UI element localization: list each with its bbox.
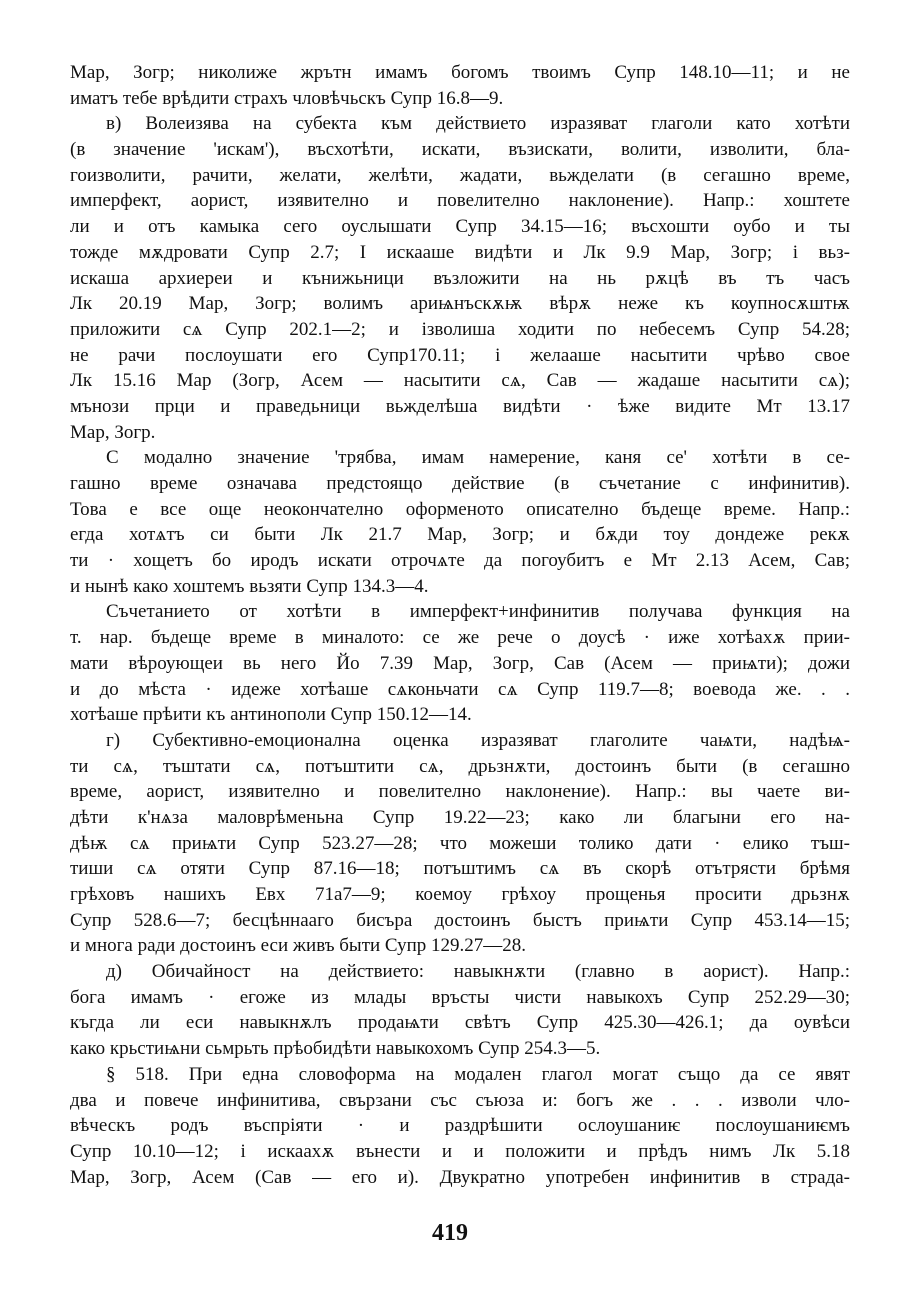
text-line: иматъ тебе врѣдити страхъ чловѣчьскъ Супр 16.8—9.	[70, 87, 504, 109]
text-line: Това е все още неокончателно оформеното описателно бъдеще време. Напр.:	[70, 498, 850, 520]
text-line: Съчетанието от хотѣти в имперфект+инфинитив получава функция на	[106, 601, 850, 623]
text-line: мънози прци и праведьници вьжделѣша видѣти · ѣже видите Мт 13.17	[70, 395, 850, 417]
text-line: искаша архиереи и кънижьници възложити на нь рѫцѣ въ тъ часъ	[70, 267, 850, 289]
text-line: хотѣаше прѣити къ антинополи Супр 150.12—14.	[70, 704, 472, 726]
text-line: Мар, Зогр.	[70, 421, 156, 443]
text-line: Мар, Зогр, Асем (Сав — его и). Двукратно употребен инфинитив в страда-	[70, 1166, 850, 1188]
text-line: т. нар. бъдеще време в миналото: се же рече о доусѣ · иже хотѣахѫ прии-	[70, 627, 850, 649]
text-line: Лк 15.16 Мар (Зогр, Асем — насытити сѧ, Сав — жадаше насытити сѧ);	[70, 370, 850, 392]
page-number: 419	[432, 1220, 468, 1246]
text-line: дѣти к'нѧза маловрѣменьна Супр 19.22—23; како ли благыни его на-	[70, 806, 850, 828]
text-line: Лк 20.19 Мар, Зогр; волимъ ариѩнъскѫѭ вѣрѫ неже къ коупносѫштѭ	[70, 293, 850, 315]
text-line: (в значение 'искам'), въсхотѣти, искати, възискати, волити, изволити, бла-	[70, 139, 850, 161]
text-line: тожде мѫдровати Супр 2.7; І искааше видѣти и Лк 9.9 Мар, Зогр; і вьз-	[70, 241, 850, 263]
text-line: в) Волеизява на субекта към действието изразяват глаголи като хотѣти	[106, 113, 850, 135]
text-line: г) Субективно-емоционална оценка изразяват глаголите чаѩти, надѣѩ-	[106, 729, 850, 751]
text-line: време, аорист, изявително и повелително наклонение). Напр.: вы чаете ви-	[70, 781, 850, 803]
page-body	[70, 60, 850, 1190]
text-line: приложити сѧ Супр 202.1—2; и ізволиша ходити по небесемъ Супр 54.28;	[70, 318, 850, 340]
text-line: Супр 528.6—7; бесцѣннааго бисъра достоинъ быстъ приѩти Супр 453.14—15;	[70, 909, 850, 931]
text-line: егда хотѧтъ си быти Лк 21.7 Мар, Зогр; и бѫди тоу дондеже рекѫ	[70, 524, 850, 546]
text-line: дѣѭ сѧ приѩти Супр 523.27—28; что можеши толико дати · елико тъш-	[70, 832, 850, 854]
text-line: бога имамъ · егоже из млады връсты чисти навыкохъ Супр 252.29—30;	[70, 986, 850, 1008]
text-line: Мар, Зогр; николиже жрътн имамъ богомъ твоимъ Супр 148.10—11; и не	[70, 62, 850, 83]
text-line: и многа ради достоинъ еси живъ быти Супр 129.27—28.	[70, 935, 527, 957]
text-line: § 518. При една словоформа на модален глагол могат също да се явят	[106, 1063, 850, 1085]
text-line: ли и отъ камыка сего оуслышати Супр 34.15—16; въсхошти оубо и ты	[70, 216, 850, 238]
text-line: гашно време означава предстоящо действие (в съчетание с инфинитив).	[70, 473, 850, 494]
text-line: Супр 10.10—12; і искаахѫ вънести и и положити и прѣдъ нимъ Лк 5.18	[70, 1140, 850, 1162]
text-line: д) Обичайност на действието: навыкнѫти (главно в аорист). Напр.:	[106, 961, 850, 983]
text-line: ти · хощетъ бо иродъ искати отрочѧте да погоубитъ е Мт 2.13 Асем, Сав;	[70, 550, 850, 572]
text-line: къгда ли еси навыкнѫлъ продаѩти свѣтъ Супр 425.30—426.1; да оувѣси	[70, 1012, 850, 1034]
text-line: два и повече инфинитива, свързани със съюза и: богъ же . . . изволи чло-	[70, 1089, 850, 1111]
text-line: вѣческъ родъ въспріяти · и раздрѣшити ослоушаниѥ послоушаниѥмъ	[70, 1115, 850, 1137]
text-line: мати вѣроующеи вь него Йо 7.39 Мар, Зогр, Сав (Асем — приѩти); дожи	[70, 652, 850, 674]
text-line: и нынѣ како хоштемъ вьзяти Супр 134.3—4.	[70, 575, 429, 597]
text-line: тиши сѧ отяти Супр 87.16—18; потъштимъ сѧ въ скорѣ отътрясти брѣмя	[70, 858, 850, 880]
text-line: како крьстиѩни сьмрьть прѣобидѣти навыкохомъ Супр 254.3—5.	[70, 1038, 601, 1060]
text-line: имперфект, аорист, изявително и повелително наклонение). Напр.: хоштете	[70, 190, 850, 212]
text-line: не рачи послоушати его Супр170.11; і желааше насытити чрѣво свое	[70, 344, 850, 366]
text-line: ти сѧ, тъштати сѧ, потъштити сѧ, дрьзнѫти, достоинъ быти (в сегашно	[70, 755, 850, 777]
text-line: С модално значение 'трябва, имам намерение, каня се' хотѣти в се-	[106, 447, 850, 469]
text-line: гоизволити, рачити, желати, желѣти, жадати, вьжделати (в сегашно време,	[70, 164, 850, 186]
text-line: грѣховъ нашихъ Евх 71а7—9; коемоу грѣхоу прощенья просити дрьзнѫ	[70, 884, 850, 905]
text-line: и до мѣста · идеже хотѣаше сѧконьчати сѧ Супр 119.7—8; воевода же. . .	[70, 678, 850, 700]
